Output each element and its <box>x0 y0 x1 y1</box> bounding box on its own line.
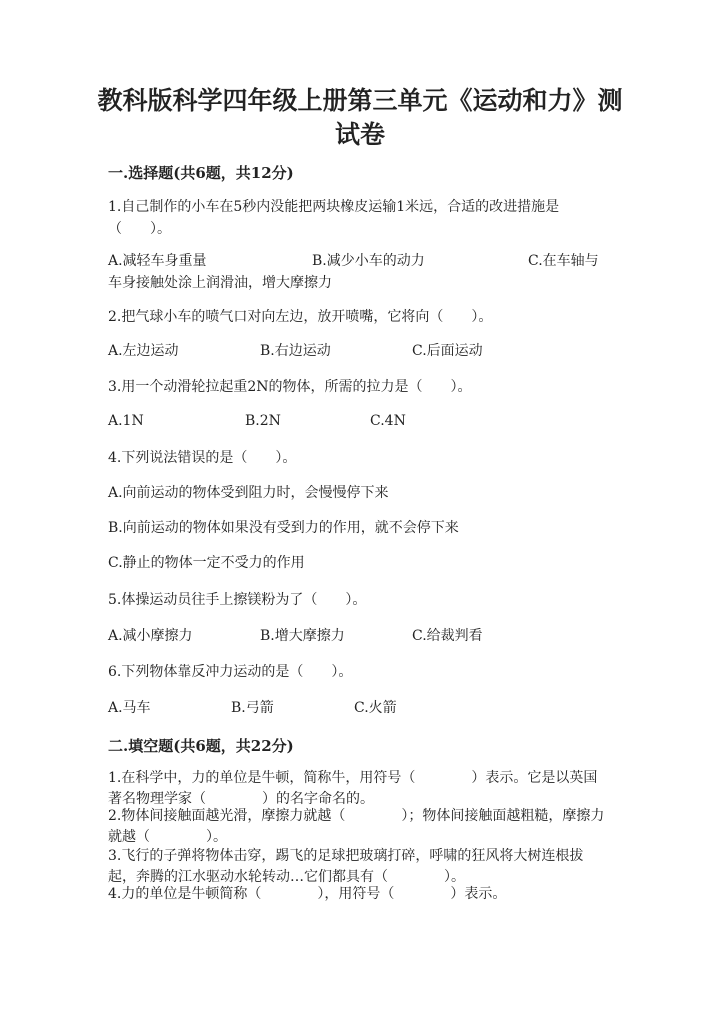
q1-option-b: B.减少小车的动力 <box>312 253 425 269</box>
q6-option-c: C.火箭 <box>354 700 397 716</box>
q5-option-c: C.给裁判看 <box>412 628 483 644</box>
q5-option-b: B.增大摩擦力 <box>260 628 345 644</box>
question-3: 3.用一个动滑轮拉起重2N的物体，所需的拉力是（ ）。 <box>108 379 472 395</box>
question-5: 5.体操运动员往手上擦镁粉为了（ ）。 <box>108 592 367 608</box>
q6-option-b: B.弓箭 <box>231 700 274 716</box>
q2-option-a: A.左边运动 <box>108 343 179 359</box>
question-2: 2.把气球小车的喷气口对向左边，放开喷嘴，它将向（ ）。 <box>108 309 493 325</box>
q3-option-b: B.2N <box>245 413 281 429</box>
fill-question-4: 4.力的单位是牛顿简称（ ），用符号（ ）表示。 <box>108 886 507 902</box>
section-fill-heading: 二.填空题(共6题，共22分) <box>108 737 294 755</box>
q3-option-a: A.1N <box>108 413 144 429</box>
question-4: 4.下列说法错误的是（ ）。 <box>108 450 297 466</box>
question-1: 1.自己制作的小车在5秒内没能把两块橡皮运输1米远，合适的改进措施是（ ）。 <box>108 199 560 237</box>
fill-question-3: 3.飞行的子弹将物体击穿，踢飞的足球把玻璃打碎，呼啸的狂风将大树连根拔起，奔腾的江水驱动水轮转动…它们都具有（ ）。 <box>108 848 584 885</box>
fill-question-2: 2.物体间接触面越光滑，摩擦力就越（ ）；物体间接触面越粗糙，摩擦力就越（ ）。 <box>108 808 605 845</box>
q6-option-a: A.马车 <box>108 700 151 716</box>
q4-option-a: A.向前运动的物体受到阻力时，会慢慢停下来 <box>108 485 389 501</box>
question-6: 6.下列物体靠反冲力运动的是（ ）。 <box>108 664 353 680</box>
page-title: 教科版科学四年级上册第三单元《运动和力》测试卷 <box>97 86 623 149</box>
q1-option-c: C.在车轴与车身接触处涂上润滑油，增大摩擦力 <box>108 253 599 291</box>
q3-option-c: C.4N <box>370 413 406 429</box>
fill-question-1: 1.在科学中，力的单位是牛顿，简称牛，用符号（ ）表示。它是以英国著名物理学家（ ）的名字命名的。 <box>108 770 598 807</box>
q5-option-a: A.减小摩擦力 <box>108 628 193 644</box>
section-choice-heading: 一.选择题(共6题，共12分) <box>108 164 294 182</box>
q4-option-c: C.静止的物体一定不受力的作用 <box>108 555 305 571</box>
q2-option-c: C.后面运动 <box>412 343 483 359</box>
q2-option-b: B.右边运动 <box>260 343 331 359</box>
q1-option-a: A.减轻车身重量 <box>108 253 207 269</box>
q4-option-b: B.向前运动的物体如果没有受到力的作用，就不会停下来 <box>108 520 459 536</box>
